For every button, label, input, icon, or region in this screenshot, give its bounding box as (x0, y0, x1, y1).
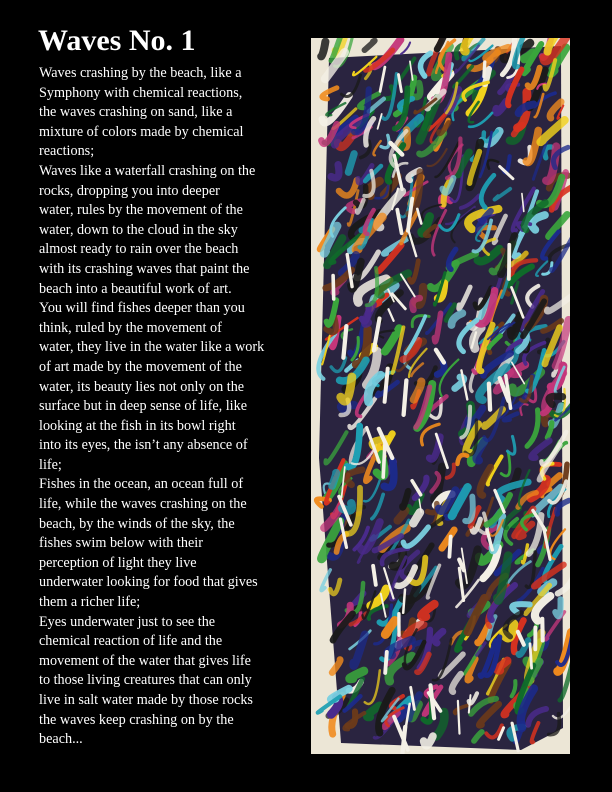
paint-stroke (424, 736, 433, 745)
poem-line: underwater looking for food that gives (39, 574, 258, 591)
poem-line: perception of light they live (39, 554, 197, 571)
poem-line: rocks, dropping you into deeper (39, 182, 220, 199)
poem-line: Waves like a waterfall crashing on the (39, 162, 256, 179)
poem-line: Fishes in the ocean, an ocean full of (39, 476, 244, 493)
poem-line: beach into a beautiful work of art. (39, 280, 232, 297)
poem-line: You will find fishes deeper than you (39, 300, 245, 317)
poem-line: water, they live in the water like a work (39, 339, 265, 356)
poem-line: beach... (39, 731, 83, 748)
poem-line: beach, by the winds of the sky, the (39, 515, 235, 532)
poem-line: reactions; (39, 143, 95, 160)
paint-stroke (321, 42, 325, 57)
poem-line: almost ready to rain over the beach (39, 241, 239, 258)
poem-line: Eyes underwater just to see the (39, 613, 216, 630)
poem-line: movement of the water that gives life (39, 652, 251, 669)
abstract-painting (311, 38, 570, 754)
poem-line: water, its beauty lies not only on the (39, 378, 245, 395)
paint-stroke (365, 41, 375, 51)
poem-line: life; (39, 456, 62, 473)
poem-line: with its crashing waves that paint the (39, 260, 250, 277)
paint-highlight (373, 566, 376, 585)
paint-highlight (404, 380, 407, 414)
poem-line: Waves crashing by the beach, like a (39, 65, 242, 81)
poem-line: to those living creatures that can only (39, 672, 252, 689)
poem-line: water, rules by the movement of the (39, 202, 243, 219)
poem-line: the waves keep crashing on by the (39, 711, 234, 728)
poem-line: chemical reaction of life and the (39, 633, 223, 650)
page-title: Waves No. 1 (38, 24, 196, 57)
poem-line: water, down to the cloud in the sky (39, 221, 238, 238)
painting-canvas (311, 38, 570, 754)
paint-stroke (413, 512, 420, 523)
poem-text (39, 64, 301, 750)
paint-highlight (484, 62, 485, 77)
paint-highlight (449, 537, 450, 557)
poem-line: surface but in deep sense of life, like (39, 398, 248, 415)
paint-highlight (489, 384, 490, 410)
poem-line: into its eyes, the isn’t any absence of (39, 437, 248, 454)
poem-line: mixture of colors made by chemical (39, 123, 244, 140)
paint-stroke (332, 473, 336, 486)
poem-line: life, while the waves crashing on the (39, 496, 247, 513)
poem-line: looking at the fish in its bowl right (39, 417, 236, 434)
paint-highlight (385, 652, 387, 673)
poem-line: Symphony with chemical reactions, (39, 84, 243, 101)
paint-highlight (383, 444, 385, 477)
paint-highlight (333, 276, 334, 299)
poem-line: them a richer life; (39, 594, 141, 611)
paint-highlight (343, 326, 346, 358)
poem-line: fishes swim below with their (39, 535, 203, 552)
paint-highlight (530, 644, 532, 668)
poem-line: of art made by the movement of the (39, 358, 242, 375)
poem-line: live in salt water made by those rocks (39, 692, 253, 708)
paint-stroke (401, 43, 410, 55)
poem-line: think, ruled by the movement of (39, 319, 222, 336)
poem-line: the waves crashing on sand, like a (39, 104, 233, 121)
